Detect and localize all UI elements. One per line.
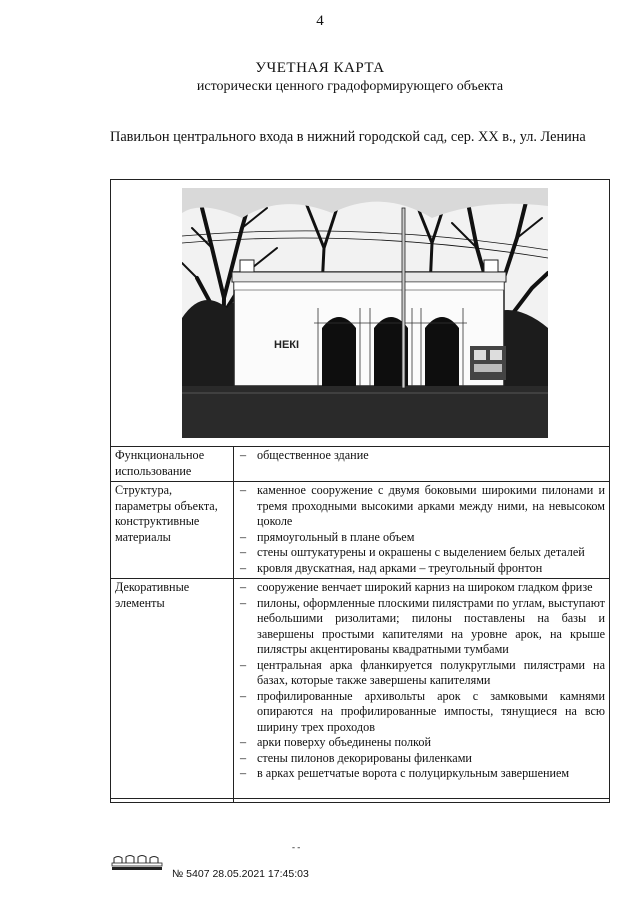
building-photo — [182, 188, 548, 438]
list-item: – стены пилонов декорированы филенками — [240, 750, 472, 765]
card-title: УЧЕТНАЯ КАРТА — [255, 60, 385, 76]
document-system-logo — [110, 854, 166, 872]
graffiti-text: НЕКI — [274, 339, 300, 351]
object-name: Павильон центрального входа в нижний городской сад, сер. XX в., ул. Ленина — [110, 129, 586, 145]
list-item: – кровля двускатная, над арками – треугольный фронтон — [240, 560, 543, 575]
document-stamp: № 5407 28.05.2021 17:45:03 — [172, 868, 309, 880]
list-item: – профилированные архивольты арок с замковыми камнями опираются на профилированные импосты, тянущиеся на всю ширину трех проходов — [240, 688, 605, 734]
list-item: – арки поверху объединены полкой — [240, 735, 431, 749]
table-row — [111, 447, 610, 482]
scan-mark: - - — [292, 842, 301, 852]
page-number: 4 — [316, 13, 324, 29]
properties-table — [110, 446, 610, 803]
row-label: Структура, параметры объекта, конструктивные материалы — [111, 482, 234, 579]
table-row — [111, 579, 610, 803]
row-content — [234, 447, 610, 482]
list-item: – стены оштукатурены и окрашены с выделением белых деталей — [240, 545, 585, 559]
list-item: – в арках решетчатые ворота с полуциркульным завершением — [240, 766, 570, 780]
list-item: – сооружение венчает широкий карниз на широком гладком фризе — [240, 580, 593, 594]
list-item: – прямоугольный в плане объем — [240, 529, 415, 544]
row-content — [234, 579, 610, 803]
list-item: – пилоны, оформленные плоскими пилястрами по углам, выступают небольшими ризолитами; пилоны поставлены на базы и завершены простыми капителями на уровне арок, на крыше пилястры акцентированы квадратными тумбами — [240, 595, 605, 656]
card-subtitle: исторически ценного градоформирующего объекта — [196, 79, 504, 94]
row-label: Функциональное использование — [111, 447, 234, 482]
list-item: – каменное сооружение с двумя боковыми широкими пилонами и тремя проходными высокими арками между ними, на невысоком цоколе — [240, 483, 605, 528]
row-content — [234, 482, 610, 579]
table-row — [111, 482, 610, 579]
list-item: – общественное здание — [240, 448, 369, 462]
list-item: – центральная арка фланкируется полукруглыми пилястрами на базах, которые также завершены капителями — [240, 657, 605, 687]
row-label: Декоративные элементы — [111, 579, 234, 803]
